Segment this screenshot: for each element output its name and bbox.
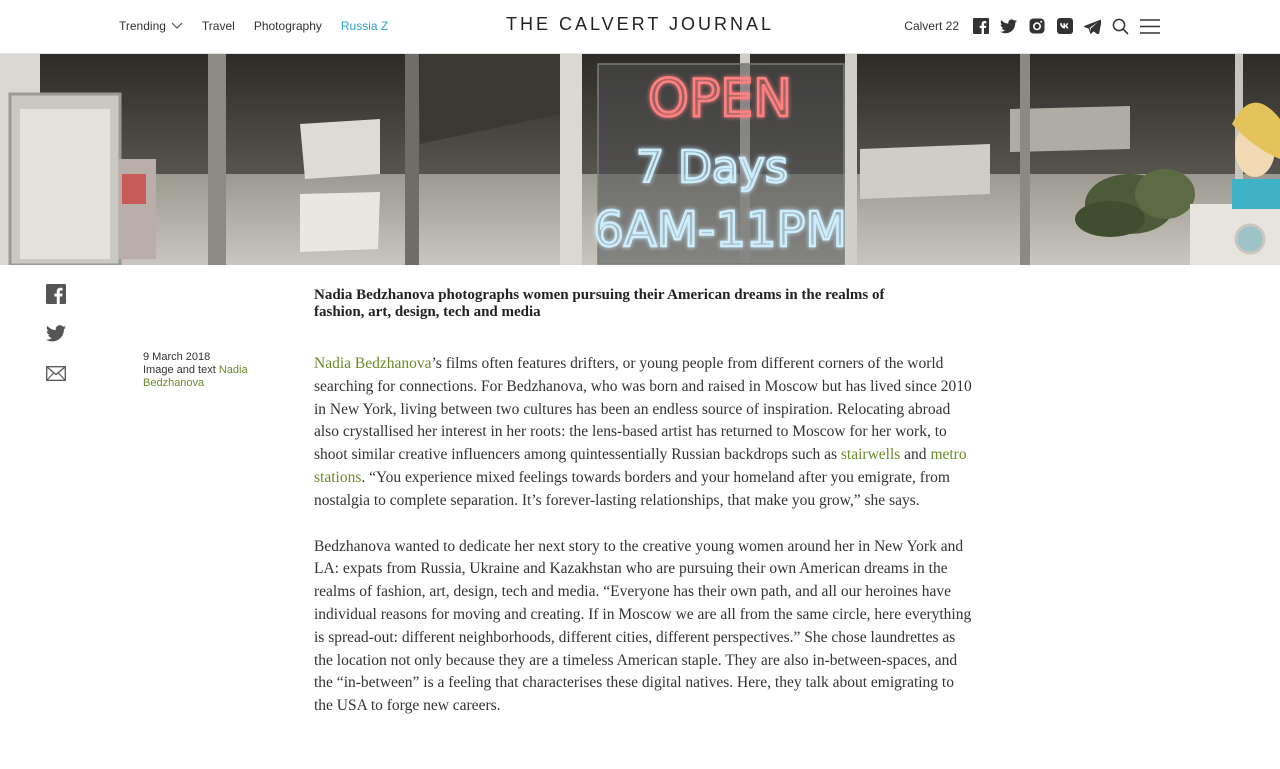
twitter-icon[interactable]: [1000, 18, 1017, 35]
article: [314, 287, 974, 718]
paragraph-2: Bedzhanova wanted to dedicate her next story to the creative young women around her in New York and LA: expats from Russia, Ukraine and Kazakhstan who are pursuing their own American dreams in the realms of fashion, art, design, tech and media. “Everyone has their own path, and all our heroines have individual reasons for moving and creating. If in Moscow we are all from the same circle, here everything is spread-out: different neighborhoods, different cities, different perspectives.” She chose laundrettes as the location not only because they are a timeless American staple. They are also in-between-spaces, and the “in-between” is a feeling that characterises these digital natives. Here, they talk about emigrating to the USA to forge new careers.: [314, 537, 972, 715]
header-right: [904, 0, 1160, 52]
article-lede: Nadia Bedzhanova photographs women pursuing their American dreams in the realms of fashion, art, design, tech and media: [314, 287, 885, 320]
chevron-down-icon: [171, 22, 183, 30]
article-meta: [143, 351, 273, 390]
main-nav: [119, 0, 388, 52]
credit-prefix: Image and text: [143, 364, 216, 376]
nav-trending-label: Trending: [119, 19, 166, 33]
article-body: [314, 353, 974, 718]
neon-hours: 6AM-11PM: [593, 202, 847, 258]
p1-text-2: and: [900, 446, 931, 464]
paragraph-1: [314, 353, 974, 513]
telegram-icon[interactable]: [1084, 18, 1101, 35]
p1-text-1: ’s films often features drifters, or young people from different corners of the world searching for connections. For Bedzhanova, who was born and raised in Moscow but has lived since 2010 in New York, living between two cultures has been an endless source of inspiration. Relocating abroad also crystallised her interest in her roots: the lens-based artist has returned to Moscow for her work, to shoot similar creative influencers among quintessentially Russian backdrops such as: [314, 355, 972, 464]
share-bar: [46, 284, 68, 407]
neon-open: OPEN: [647, 69, 793, 129]
calvert22-link[interactable]: Calvert 22: [904, 19, 959, 33]
facebook-icon[interactable]: [972, 18, 989, 35]
neon-days: 7 Days: [636, 142, 788, 193]
author-link[interactable]: Nadia Bedzhanova: [143, 364, 248, 389]
hero-illustration: [0, 54, 1280, 265]
share-twitter-icon[interactable]: [46, 325, 67, 346]
vk-icon[interactable]: [1056, 18, 1073, 35]
nav-photography[interactable]: Photography: [253, 19, 322, 33]
inline-link-metro-stations[interactable]: metro stations: [314, 446, 967, 486]
site-logo[interactable]: THE CALVERT JOURNAL: [505, 14, 775, 34]
nav-trending[interactable]: [119, 19, 183, 33]
inline-link-nadia[interactable]: Nadia Bedzhanova: [314, 355, 432, 372]
search-icon[interactable]: [1112, 18, 1129, 35]
hero-image: [0, 54, 1280, 265]
instagram-icon[interactable]: [1028, 18, 1045, 35]
p1-text-3: . “You experience mixed feelings towards borders and your homeland after you emigrate, from nostalgia to complete separation. It’s forever-lasting relationships, that make you grow,” she says.: [314, 468, 950, 509]
nav-russia-z[interactable]: Russia Z: [340, 19, 389, 33]
share-facebook-icon[interactable]: [46, 284, 67, 305]
publish-date: 9 March 2018: [143, 351, 211, 363]
share-email-icon[interactable]: [46, 366, 67, 387]
nav-travel[interactable]: Travel: [201, 19, 235, 33]
site-header: [0, 0, 1280, 54]
credit: [143, 364, 273, 390]
inline-link-stairwells[interactable]: stairwells: [840, 446, 901, 464]
menu-icon[interactable]: [1140, 18, 1160, 35]
